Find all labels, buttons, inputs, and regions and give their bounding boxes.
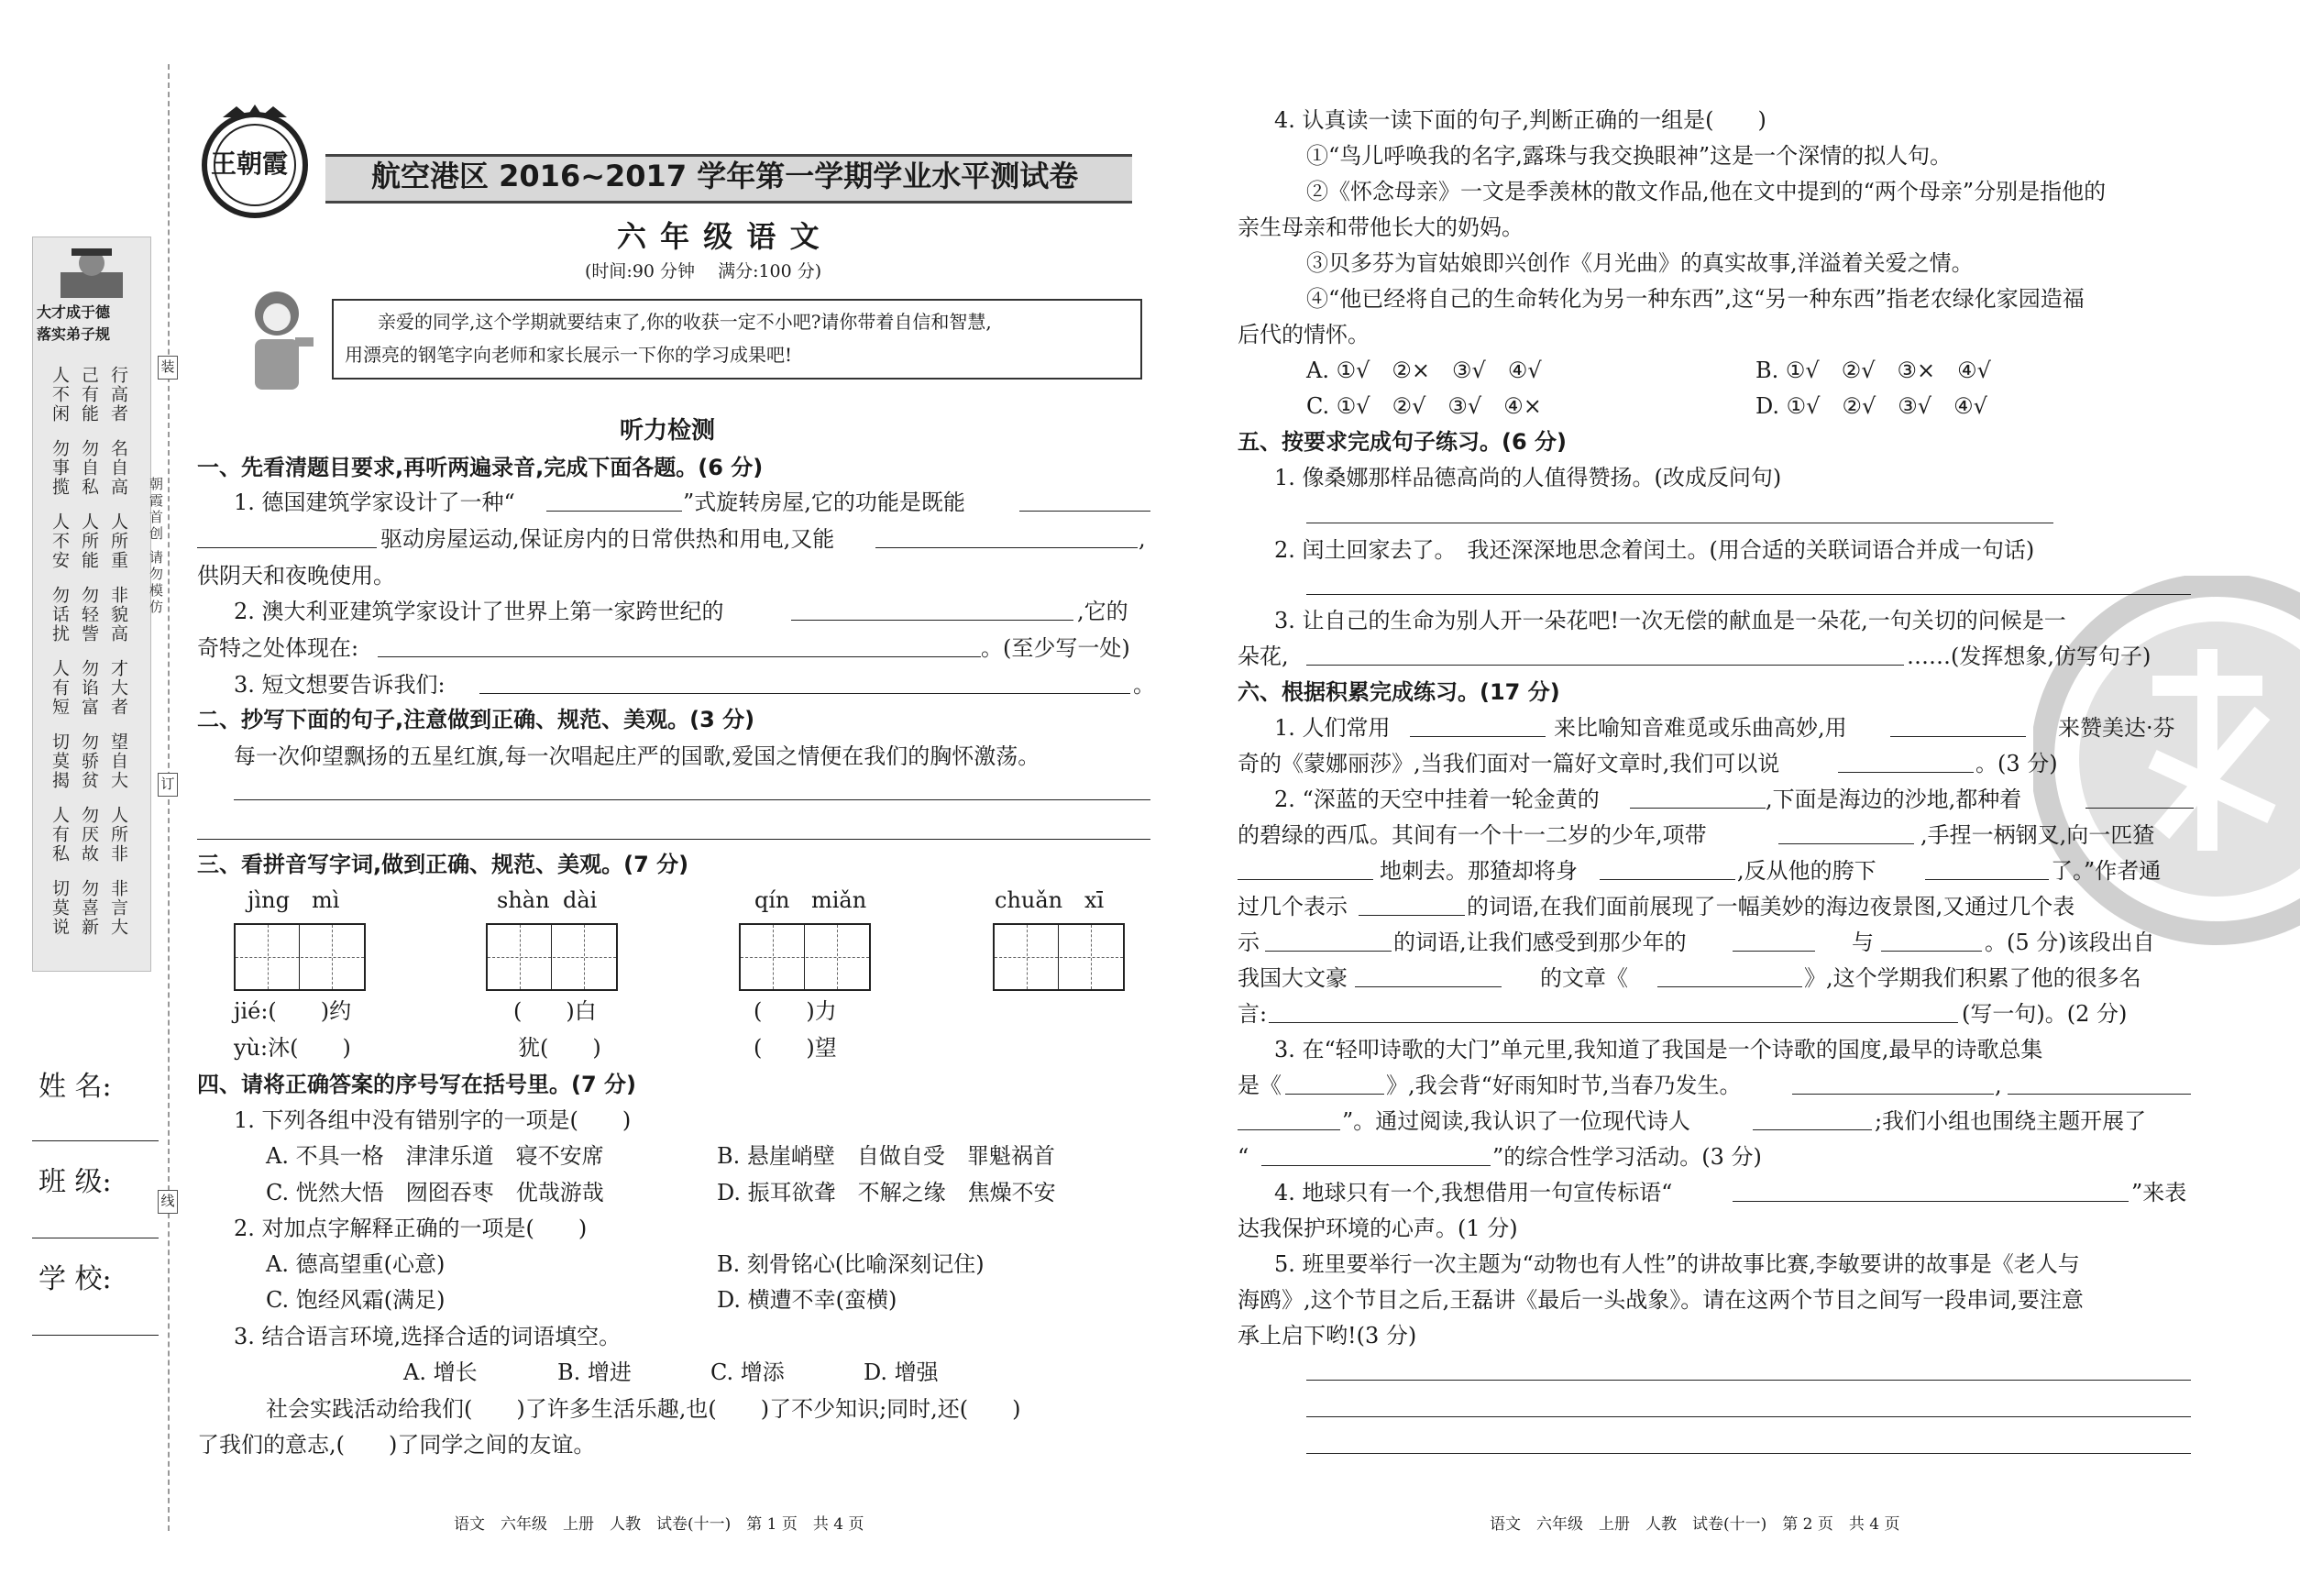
- motto-phrase: 非貌高: [108, 586, 128, 644]
- copyright-note: 朝霞首创 请勿模仿: [148, 477, 164, 616]
- s6-q2-blank-9[interactable]: [1733, 951, 1815, 952]
- s6-q2-b: ,下面是海边的沙地,都种着: [1766, 787, 2022, 812]
- section-5-title: 五、按要求完成句子练习。(6 分): [1238, 429, 1567, 455]
- s2-sentence: 每一次仰望飘扬的五星红旗,每一次唱起庄严的国歌,爱国之情便在我们的胸怀激荡。: [234, 743, 1040, 769]
- s6-q2-d: ,手捏一柄钢叉,向一匹猹: [1920, 822, 2155, 848]
- motto-phrase: 人所能: [79, 512, 99, 570]
- s1-q1-blank-4[interactable]: [875, 547, 1138, 548]
- s1-q1-blank-1[interactable]: [546, 511, 682, 512]
- s6-q3-h: ”的综合性学习活动。(3 分): [1492, 1144, 1762, 1170]
- s1-q2-blank-1[interactable]: [791, 620, 1073, 621]
- motto-phrase: 人有短: [50, 659, 70, 717]
- s6-q1-b: 来比喻知音难觅或乐曲高妙,用: [1554, 715, 1847, 741]
- s5-q2-answer[interactable]: [1306, 594, 2191, 595]
- motto-phrase: 人有私: [50, 806, 70, 864]
- s6-q1-blank-3[interactable]: [1838, 772, 1974, 773]
- s1-q2-blank-2[interactable]: [378, 656, 981, 657]
- pinyin-3a: qín: [754, 887, 790, 913]
- slogan-1: 大才成于德: [37, 303, 111, 321]
- s6-q2-i: 的词语,在我们面前展现了一幅美妙的海边夜景图,又通过几个表: [1467, 894, 2075, 919]
- s1-q1-d: ,: [1139, 526, 1146, 552]
- s6-q2-j: 示: [1238, 930, 1260, 955]
- s6-q4-c: 达我保护环境的心声。(1 分): [1238, 1216, 1518, 1241]
- s3-r1-c3: ( )力: [754, 998, 837, 1024]
- s4-q2-a: A. 德高望重(心意): [266, 1251, 446, 1277]
- pinyin-4b: xī: [1084, 887, 1105, 913]
- motto-phrase: 勿话扰: [50, 586, 70, 644]
- q4-opt-c: C. ①√ ②√ ③√ ④×: [1306, 393, 1542, 419]
- s6-q2-blank-1[interactable]: [1630, 808, 1766, 809]
- s6-q2-m: 。(5 分)该段出自: [1985, 930, 2155, 955]
- motto-phrase: 己有能: [79, 366, 99, 424]
- motto-phrase: 行高者: [108, 366, 128, 424]
- s3-r2-c1: yù:沐( ): [234, 1035, 351, 1061]
- s6-q2-q: 言:: [1238, 1001, 1268, 1027]
- binding-mark-2: 订: [158, 773, 178, 797]
- s6-q3-blank-5[interactable]: [1753, 1129, 1872, 1130]
- name-field[interactable]: [32, 1140, 159, 1141]
- s5-q3-a: 3. 让自己的生命为别人开一朵花吧!一次无偿的献血是一朵花,一句关切的问候是一: [1274, 608, 2066, 633]
- s1-q3-a: 3. 短文想要告诉我们:: [234, 672, 446, 698]
- s6-q2-blank-12[interactable]: [1657, 986, 1802, 987]
- name-label: 姓 名:: [39, 1071, 112, 1103]
- motto-phrase: 人不闲: [50, 366, 70, 424]
- s6-q3-blank-6[interactable]: [1261, 1165, 1491, 1166]
- binding-line: [168, 64, 170, 1531]
- s3-r2-c2: 犹( ): [518, 1035, 601, 1061]
- motto-phrase: 非言大: [108, 879, 128, 937]
- greeting-line-2: 用漂亮的钢笔字向老师和家长展示一下你的学习成果吧!: [345, 344, 793, 366]
- s6-q4-b: ”来表: [2131, 1180, 2187, 1205]
- motto-phrase: 才大者: [108, 659, 128, 717]
- motto-phrase: 名自高: [108, 439, 128, 497]
- motto-phrase: 勿厌故: [79, 806, 99, 864]
- time-info: (时间:90 分钟 满分:100 分): [585, 261, 822, 281]
- s6-q5-c: 承上启下哟!(3 分): [1238, 1323, 1417, 1348]
- s4-q1-b: B. 悬崖峭壁 自做自受 罪魁祸首: [717, 1143, 1055, 1169]
- section-6-title: 六、根据积累完成练习。(17 分): [1238, 679, 1560, 705]
- s6-q2-blank-11[interactable]: [1355, 986, 1502, 987]
- s6-q3-c: 》,我会背“好雨知时节,当春乃发生。: [1386, 1073, 1742, 1098]
- motto-phrase: 勿骄贫: [79, 732, 99, 790]
- s6-q2-blank-5[interactable]: [1600, 879, 1735, 880]
- s6-q2-a: 2. “深蓝的天空中挂着一轮金黄的: [1274, 787, 1600, 812]
- s6-q2-f: ,反从他的胯下: [1737, 858, 1876, 884]
- q4-opt-a: A. ①√ ②× ③√ ④√: [1306, 358, 1542, 383]
- exam-title: 航空港区 2016~2017 学年第一学期学业水平测试卷: [371, 159, 1079, 193]
- motto-phrase: 人所非: [108, 806, 128, 864]
- pinyin-2a: shàn: [497, 887, 550, 913]
- teacher-illustration: [53, 247, 130, 302]
- motto-phrase: 人不安: [50, 512, 70, 570]
- motto-phrase: 切莫说: [50, 879, 70, 937]
- pinyin-1a: jìng: [248, 887, 290, 913]
- s6-q3-blank-3[interactable]: [2008, 1094, 2191, 1095]
- s6-q3-blank-4[interactable]: [1238, 1129, 1340, 1130]
- school-label: 学 校:: [39, 1263, 112, 1295]
- binding-mark-3: 线: [158, 1190, 178, 1214]
- school-field[interactable]: [32, 1335, 159, 1336]
- footer-page-1: 语文 六年级 上册 人教 试卷(十一) 第 1 页 共 4 页: [454, 1515, 864, 1534]
- s6-q1-d: 奇的《蒙娜丽莎》,当我们面对一篇好文章时,我们可以说: [1238, 751, 1780, 776]
- s5-q3-b: 朵花,: [1238, 644, 1289, 669]
- s6-q2-n: 我国大文豪: [1238, 965, 1348, 991]
- s4-q2: 2. 对加点字解释正确的一项是( ): [234, 1216, 588, 1241]
- s6-q5-line-3[interactable]: [1306, 1453, 2191, 1454]
- logo-text: 王朝霞: [211, 149, 289, 179]
- s6-q3-blank-1[interactable]: [1285, 1094, 1384, 1095]
- pinyin-4a: chuǎn: [995, 887, 1063, 913]
- s6-q2-o: 的文章《: [1540, 965, 1628, 991]
- s4-q3-opt-b: B. 增进: [557, 1359, 632, 1385]
- s6-q1-a: 1. 人们常用: [1274, 715, 1391, 741]
- s6-q1-blank-2[interactable]: [1890, 736, 2026, 737]
- side-strip: [32, 237, 151, 972]
- s6-q5-line-1[interactable]: [1306, 1380, 2191, 1381]
- writing-grid-1[interactable]: [234, 923, 366, 991]
- s6-q2-k: 的词语,让我们感受到那少年的: [1393, 930, 1687, 955]
- s6-q4-a: 4. 地球只有一个,我想借用一句宣传标语“: [1274, 1180, 1673, 1205]
- s4-q1-a: A. 不具一格 津津乐道 寝不安席: [266, 1143, 604, 1169]
- s3-r1-c1: jié:( )约: [234, 998, 352, 1024]
- s1-q1-blank-2[interactable]: [1019, 511, 1150, 512]
- class-label: 班 级:: [39, 1166, 112, 1198]
- s5-q2: 2. 闰土回家去了。 我还深深地思念着闰土。(用合适的关联词语合并成一句话): [1274, 537, 2035, 563]
- q4-s4-b: 后代的情怀。: [1238, 322, 1370, 347]
- s1-q2-a: 2. 澳大利亚建筑学家设计了世界上第一家跨世纪的: [234, 599, 724, 624]
- pinyin-2b: dài: [563, 887, 598, 913]
- s1-q3-b: 。: [1133, 672, 1155, 698]
- s4-q3-opt-d: D. 增强: [864, 1359, 939, 1385]
- q4-opt-b: B. ①√ ②√ ③× ④√: [1755, 358, 1991, 383]
- q4-s3: ③贝多芬为盲姑娘即兴创作《月光曲》的真实故事,洋溢着关爱之情。: [1306, 250, 1974, 276]
- s5-q3-blank[interactable]: [1306, 665, 1904, 666]
- s6-q2-p: 》,这个学期我们积累了他的很多名: [1804, 965, 2141, 991]
- s6-q4-blank[interactable]: [1733, 1201, 2129, 1202]
- motto-phrase: 勿自私: [79, 439, 99, 497]
- s1-q2-d: 。(至少写一处): [981, 635, 1130, 661]
- s6-q3-e: ”。通过阅读,我认识了一位现代诗人: [1342, 1108, 1690, 1134]
- motto-phrase: 望自大: [108, 732, 128, 790]
- section-1-title: 一、先看清题目要求,再听两遍录音,完成下面各题。(6 分): [197, 455, 764, 480]
- s2-copy-line-1[interactable]: [234, 799, 1150, 800]
- section-3-title: 三、看拼音写字词,做到正确、规范、美观。(7 分): [197, 852, 689, 877]
- s6-q5-a: 5. 班里要举行一次主题为“动物也有人性”的讲故事比赛,李敏要讲的故事是《老人与: [1274, 1251, 2080, 1277]
- q4: 4. 认真读一读下面的句子,判断正确的一组是( ): [1274, 107, 1766, 133]
- s6-q3-blank-2[interactable]: [1792, 1094, 1994, 1095]
- binding-mark-1: 装: [158, 356, 178, 380]
- s1-q3-blank[interactable]: [479, 693, 1130, 694]
- s6-q2-blank-13[interactable]: [1269, 1022, 1958, 1023]
- writing-grid-3[interactable]: [739, 923, 871, 991]
- s4-q2-c: C. 饱经风霜(满足): [266, 1287, 446, 1313]
- motto-phrase: 切莫揭: [50, 732, 70, 790]
- s4-q1: 1. 下列各组中没有错别字的一项是( ): [234, 1107, 632, 1133]
- motto-phrase: 人所重: [108, 512, 128, 570]
- s6-q2-blank-4[interactable]: [1238, 879, 1373, 880]
- subject-title: 六 年 级 语 文: [617, 219, 821, 254]
- q4-s2-a: ②《怀念母亲》一文是季羡林的散文作品,他在文中提到的“两个母亲”分别是指他的: [1306, 179, 2107, 204]
- s6-q2-r: (写一句)。(2 分): [1962, 1001, 2128, 1027]
- writing-grid-4[interactable]: [993, 923, 1125, 991]
- s5-q1: 1. 像桑娜那样品德高尚的人值得赞扬。(改成反问句): [1274, 465, 1782, 490]
- q4-s1: ①“鸟儿呼唤我的名字,露珠与我交换眼神”这是一个深情的拟人句。: [1306, 143, 1953, 169]
- s6-q1-blank-1[interactable]: [1410, 736, 1546, 737]
- s6-q2-h: 过几个表示: [1238, 894, 1348, 919]
- s1-q2-c: 奇特之处体现在:: [197, 635, 359, 661]
- s6-q3-b: 是《: [1238, 1073, 1282, 1098]
- s1-q1-e: 供阴天和夜晚使用。: [197, 563, 395, 589]
- s4-q3-opt-c: C. 增添: [710, 1359, 785, 1385]
- s6-q3-f: ;我们小组也围绕主题开展了: [1875, 1108, 2147, 1134]
- s6-q5-line-2[interactable]: [1306, 1416, 2191, 1417]
- s1-q1-b: ”式旋转房屋,它的功能是既能: [683, 490, 965, 515]
- q4-s2-b: 亲生母亲和带他长大的奶妈。: [1238, 215, 1524, 240]
- s6-q3-g: “: [1238, 1144, 1249, 1170]
- writing-grid-2[interactable]: [486, 923, 618, 991]
- slogan-2: 落实弟子规: [37, 325, 111, 343]
- s3-r2-c3: ( )望: [754, 1035, 837, 1061]
- s6-q2-blank-7[interactable]: [1359, 915, 1465, 916]
- greeting-line-1: 亲爱的同学,这个学期就要结束了,你的收获一定不小吧?请你带着自信和智慧,: [378, 311, 992, 333]
- s2-copy-line-2[interactable]: [197, 839, 1150, 840]
- motto-phrase: 勿谄富: [79, 659, 99, 717]
- pinyin-1b: mì: [312, 887, 340, 913]
- q4-opt-d: D. ①√ ②√ ③√ ④√: [1755, 393, 1987, 419]
- s6-q2-blank-8[interactable]: [1265, 951, 1392, 952]
- s6-q2-g: 了。”作者通: [2051, 858, 2162, 884]
- s6-q1-e: 。(3 分): [1975, 751, 2058, 776]
- s3-r1-c2: ( )白: [513, 998, 597, 1024]
- s1-q1-blank-3[interactable]: [197, 547, 377, 548]
- motto-phrase: 勿轻訾: [79, 586, 99, 644]
- s6-q2-l: 与: [1852, 930, 1874, 955]
- s6-q2-blank-10[interactable]: [1881, 951, 1982, 952]
- s6-q2-blank-6[interactable]: [1925, 879, 2049, 880]
- s4-q2-b: B. 刻骨铭心(比喻深刻记住): [717, 1251, 985, 1277]
- listening-title: 听力检测: [620, 417, 716, 445]
- s4-q3-text-1: 社会实践活动给我们( )了许多生活乐趣,也( )了不少知识;同时,还( ): [266, 1396, 1021, 1422]
- s6-q5-b: 海鸥》,这个节目之后,王磊讲《最后一头战象》。请在这两个节目之间写一段串词,要注意: [1238, 1287, 2084, 1313]
- s5-q3-c: ……(发挥想象,仿写句子): [1907, 644, 2151, 669]
- pinyin-3b: miǎn: [811, 887, 867, 913]
- motto-phrase: 勿事揽: [50, 439, 70, 497]
- s6-q1-c: 来赞美达·芬: [2058, 715, 2175, 741]
- s1-q1-c: 驱动房屋运动,保证房内的日常供热和用电,又能: [380, 526, 835, 552]
- s4-q1-c: C. 恍然大悟 囫囵吞枣 优哉游哉: [266, 1180, 604, 1205]
- s1-q1-a: 1. 德国建筑学家设计了一种“: [234, 490, 515, 515]
- section-4-title: 四、请将正确答案的序号写在括号里。(7 分): [197, 1072, 636, 1097]
- s4-q3: 3. 结合语言环境,选择合适的词语填空。: [234, 1324, 622, 1349]
- q4-s4-a: ④“他已经将自己的生命转化为另一种东西”,这“另一种东西”指老农绿化家园造福: [1306, 286, 2085, 312]
- s6-q2-blank-2[interactable]: [2085, 808, 2194, 809]
- girl-illustration: [237, 284, 321, 394]
- s1-q2-b: ,它的: [1077, 599, 1128, 624]
- s4-q1-d: D. 振耳欲聋 不解之缘 焦燥不安: [717, 1180, 1056, 1205]
- s4-q2-d: D. 横遭不幸(蛮横): [717, 1287, 897, 1313]
- section-2-title: 二、抄写下面的句子,注意做到正确、规范、美观。(3 分): [197, 707, 755, 732]
- footer-page-2: 语文 六年级 上册 人教 试卷(十一) 第 2 页 共 4 页: [1490, 1515, 1900, 1534]
- s6-q2-c: 的碧绿的西瓜。其间有一个十一二岁的少年,项带: [1238, 822, 1707, 848]
- s6-q2-blank-3[interactable]: [1778, 843, 1914, 844]
- s6-q3-d: ,: [1995, 1073, 2002, 1098]
- s6-q3-a: 3. 在“轻叩诗歌的大门”单元里,我知道了我国是一个诗歌的国度,最早的诗歌总集: [1274, 1037, 2043, 1062]
- s4-q3-opt-a: A. 增长: [403, 1359, 478, 1385]
- motto-phrase: 勿喜新: [79, 879, 99, 937]
- s4-q3-text-2: 了我们的意志,( )了同学之间的友谊。: [197, 1432, 596, 1458]
- s6-q2-e: 地刺去。那猹却将身: [1380, 858, 1578, 884]
